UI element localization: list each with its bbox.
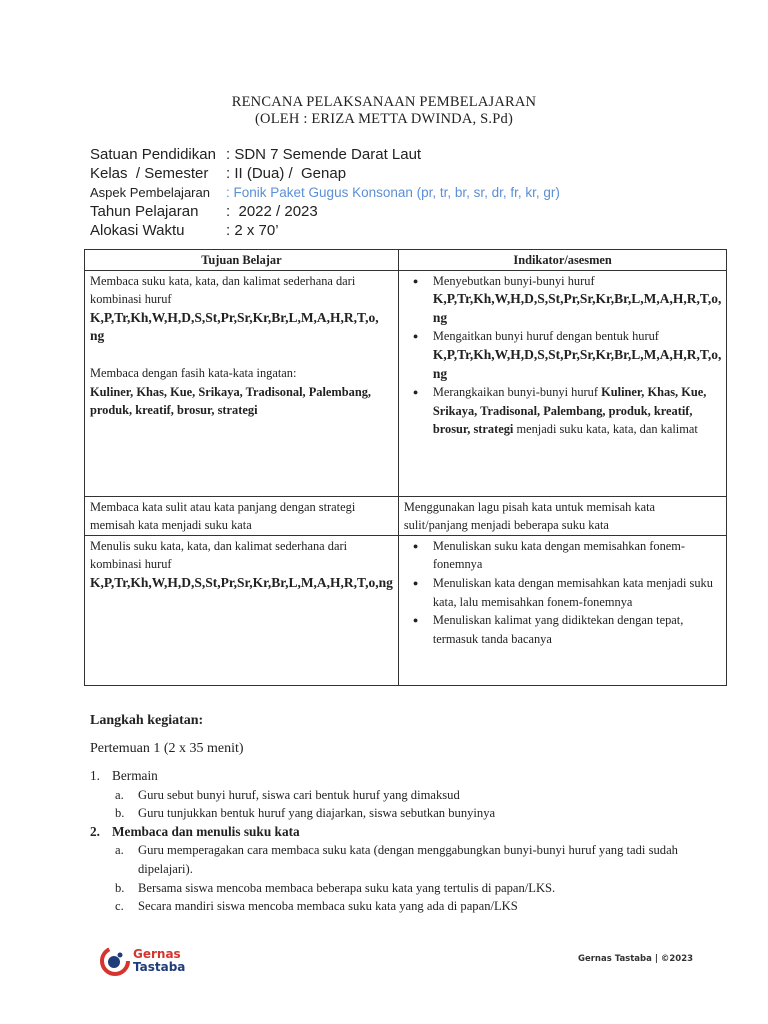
info-block: [90, 145, 560, 240]
memory-words: Kuliner, Khas, Kue, Srikaya, Tradisonal, Palembang, produk, kreatif, brosur, strategi: [432, 385, 707, 437]
letter-combination: K,P,Tr,Kh,W,H,D,S,St,Pr,Sr,Kr,Br,L,M,A,H,R,T,o, ng: [432, 346, 722, 381]
header-tujuan: Tujuan Belajar: [85, 250, 399, 271]
sub-letter: b.: [115, 880, 125, 895]
info-label: Satuan Pendidikan: [90, 146, 216, 163]
list-item: ● Menuliskan kalimat yang didiktekan dengan tepat, termasuk tanda bacanya: [404, 611, 722, 648]
info-row-aspek: [90, 183, 560, 202]
sub-steps: [112, 786, 690, 823]
sub-steps: [112, 841, 690, 915]
info-value: : 2 x 70’: [226, 222, 279, 239]
indicator-text: Menyebutkan bunyi-bunyi huruf: [432, 273, 595, 288]
indicator-text: menjadi suku kata, kata, dan kalimat: [513, 422, 698, 437]
info-row-alokasi: [90, 221, 560, 240]
sub-step-text: Secara mandiri siswa mencoba membaca suku kata yang ada di papan/LKS: [138, 899, 518, 914]
document-title: RENCANA PELAKSANAAN PEMBELAJARAN: [231, 94, 537, 110]
meeting-label: Pertemuan 1 (2 x 35 menit): [90, 741, 244, 756]
logo-line-1: Gernas: [133, 947, 181, 961]
indicator-text: Merangkaikan bunyi-bunyi huruf: [432, 385, 602, 400]
indicator-list: [404, 272, 722, 439]
info-row-tahun: [90, 202, 560, 221]
table-row: [85, 270, 727, 496]
list-item: [112, 786, 690, 805]
steps-list: [90, 767, 690, 916]
tujuan-cell: [85, 270, 399, 496]
indikator-cell: [398, 270, 727, 496]
header-indikator: Indikator/asesmen: [398, 250, 727, 271]
info-colon: :: [226, 185, 234, 200]
info-label: Tahun Pelajaran: [90, 203, 199, 220]
steps-heading: Langkah kegiatan:: [90, 713, 204, 728]
info-row-satuan: [90, 145, 560, 164]
sub-letter: a.: [115, 843, 124, 858]
info-label: Kelas / Semester: [90, 165, 209, 182]
logo-text: [133, 948, 185, 974]
list-item: ● Menuliskan kata dengan memisahkan kata menjadi suku kata, lalu memisahkan fonem-fonemnya: [404, 574, 722, 611]
list-item: [404, 272, 722, 328]
info-value: : 2022 / 2023: [226, 203, 318, 220]
list-item: [112, 841, 690, 878]
list-item: [90, 823, 690, 916]
info-value: : II (Dua) / Genap: [226, 165, 347, 182]
learning-table: [84, 249, 727, 686]
activity-steps: [90, 713, 690, 916]
tujuan-cell: [85, 535, 399, 685]
table-header-row: [85, 250, 727, 271]
info-value: [226, 183, 560, 202]
info-label: Alokasi Waktu: [90, 222, 185, 239]
footer-copyright: Gernas Tastaba | ©2023: [578, 954, 694, 964]
aspek-value: Fonik Paket Gugus Konsonan (pr, tr, br, sr, dr, fr, kr, gr): [233, 185, 560, 200]
list-item: [90, 767, 690, 823]
info-value: : SDN 7 Semende Darat Laut: [226, 146, 422, 163]
sub-letter: a.: [115, 787, 124, 802]
indikator-cell: Menggunakan lagu pisah kata untuk memisah kata sulit/panjang menjadi beberapa suku kata: [398, 496, 727, 535]
info-label: Aspek Pembelajaran: [90, 185, 210, 200]
sub-step-text: Guru memperagakan cara membaca suku kata (dengan menggabungkan bunyi-bunyi huruf yang tadi sudah dipelajari).: [138, 843, 678, 876]
sub-step-text: Guru tunjukkan bentuk huruf yang diajarkan, siswa sebutkan bunyinya: [138, 806, 496, 821]
logo-line-2: Tastaba: [133, 960, 186, 974]
gernas-tastaba-logo: [100, 946, 185, 976]
tujuan-text: Membaca suku kata, kata, dan kalimat sederhana dari kombinasi huruf: [90, 273, 356, 307]
table-row: [85, 496, 727, 535]
letter-combination: K,P,Tr,Kh,W,H,D,S,St,Pr,Sr,Kr,Br,L,M,A,H,R,T,o,ng: [90, 574, 393, 590]
sub-step-text: Bersama siswa mencoba membaca beberapa suku kata yang tertulis di papan/LKS.: [138, 880, 556, 895]
letter-combination: K,P,Tr,Kh,W,H,D,S,St,Pr,Sr,Kr,Br,L,M,A,H,R,T,o, ng: [432, 291, 722, 325]
step-number: 2.: [90, 823, 100, 839]
table-row: [85, 535, 727, 685]
sub-letter: c.: [115, 899, 124, 914]
list-item: ● Menuliskan suku kata dengan memisahkan fonem-fonemnya: [404, 537, 722, 574]
tujuan-text: Menulis suku kata, kata, dan kalimat sederhana dari kombinasi huruf: [90, 538, 348, 572]
tujuan-cell: Membaca kata sulit atau kata panjang dengan strategi memisah kata menjadi suku kata: [85, 496, 399, 535]
document-author: (OLEH : ERIZA METTA DWINDA, S.Pd): [255, 111, 513, 127]
sub-step-text: Guru sebut bunyi huruf, siswa cari bentuk huruf yang dimaksud: [138, 787, 460, 802]
indicator-text: Mengaitkan bunyi huruf dengan bentuk huruf: [432, 329, 659, 344]
step-title: Membaca dan menulis suku kata: [112, 823, 300, 839]
list-item: [404, 383, 722, 439]
list-item: [404, 327, 722, 383]
memory-words: Kuliner, Khas, Kue, Srikaya, Tradisonal, Palembang, produk, kreatif, brosur, strategi: [90, 384, 372, 418]
letter-combination: K,P,Tr,Kh,W,H,D,S,St,Pr,Sr,Kr,Br,L,M,A,H,R,T,o, ng: [90, 309, 379, 344]
step-title: Bermain: [112, 768, 158, 783]
indicator-list: [404, 537, 722, 649]
indikator-cell: [398, 535, 727, 685]
logo-icon: [100, 946, 130, 976]
sub-letter: b.: [115, 806, 125, 821]
step-number: 1.: [90, 768, 100, 783]
tujuan-text: Membaca dengan fasih kata-kata ingatan:: [90, 365, 297, 380]
info-row-kelas: [90, 164, 560, 183]
list-item: [112, 804, 690, 823]
list-item: [112, 897, 690, 916]
list-item: [112, 879, 690, 898]
